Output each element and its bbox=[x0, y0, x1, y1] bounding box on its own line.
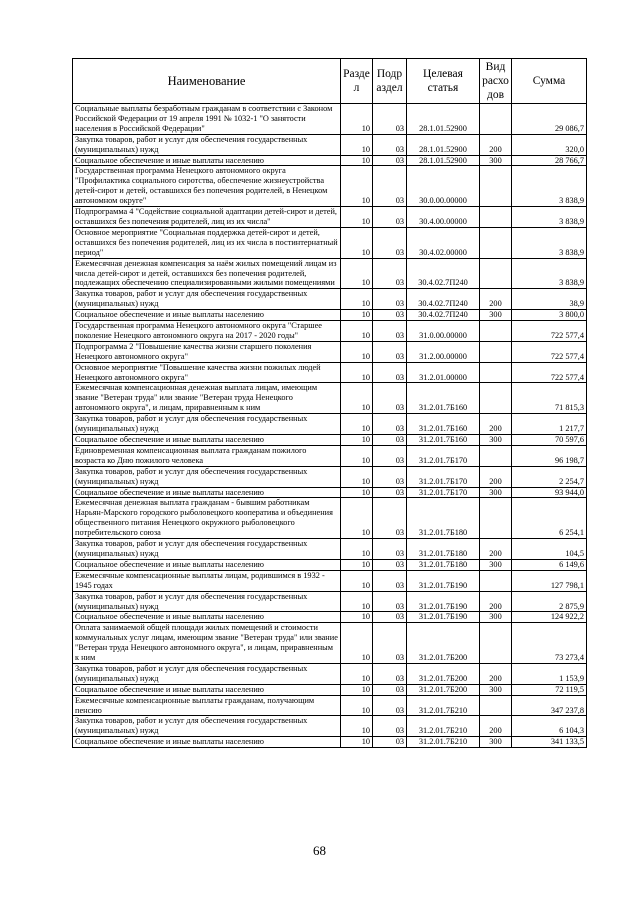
row-sum: 347 237,8 bbox=[512, 695, 587, 716]
row-vid: 200 bbox=[480, 466, 512, 487]
row-podrazdel: 03 bbox=[373, 623, 407, 664]
row-sum: 6 104,3 bbox=[512, 716, 587, 737]
row-podrazdel: 03 bbox=[373, 321, 407, 342]
row-vid: 300 bbox=[480, 310, 512, 321]
row-name: Закупка товаров, работ и услуг для обеспечения государственных (муниципальных) нужд bbox=[73, 289, 341, 310]
row-vid: 300 bbox=[480, 435, 512, 446]
table-row bbox=[73, 134, 587, 155]
row-name: Закупка товаров, работ и услуг для обеспечения государственных (муниципальных) нужд bbox=[73, 591, 341, 612]
row-razdel: 10 bbox=[341, 134, 373, 155]
table-row bbox=[73, 570, 587, 591]
row-vid: 200 bbox=[480, 716, 512, 737]
table-header bbox=[73, 59, 587, 104]
row-sum: 127 798,1 bbox=[512, 570, 587, 591]
row-podrazdel: 03 bbox=[373, 612, 407, 623]
row-vid bbox=[480, 207, 512, 228]
row-target: 28.1.01.52900 bbox=[407, 134, 480, 155]
row-name: Ежемесячная денежная выплата гражданам - бывшим работникам Нарьян-Марского городского рыболовецкого кооператива и объединения общественного питания Ненецкого окружного рыболовецкого потребительского союза bbox=[73, 498, 341, 539]
table-row bbox=[73, 227, 587, 258]
row-razdel: 10 bbox=[341, 695, 373, 716]
row-name: Социальные выплаты безработным гражданам в соответствии с Законом Российской Федерации от 19 апреля 1991 № 1032-1 "О занятости населения в Российской Федерации" bbox=[73, 104, 341, 135]
row-podrazdel: 03 bbox=[373, 435, 407, 446]
table-row bbox=[73, 487, 587, 498]
row-name: Ежемесячная компенсационная денежная выплата лицам, имеющим звание "Ветеран труда" или звание "Ветеран труда Ненецкого автономного округа", и лицам, приравненным к ним bbox=[73, 383, 341, 414]
row-sum: 3 838,9 bbox=[512, 227, 587, 258]
row-sum: 72 119,5 bbox=[512, 684, 587, 695]
row-target: 31.2.01.7Б200 bbox=[407, 684, 480, 695]
row-razdel: 10 bbox=[341, 466, 373, 487]
row-sum: 70 597,6 bbox=[512, 435, 587, 446]
row-podrazdel: 03 bbox=[373, 383, 407, 414]
row-vid bbox=[480, 258, 512, 289]
row-podrazdel: 03 bbox=[373, 570, 407, 591]
row-name: Социальное обеспечение и иные выплаты населению bbox=[73, 310, 341, 321]
header-sum: Сумма bbox=[512, 59, 587, 104]
row-sum: 3 800,0 bbox=[512, 310, 587, 321]
row-name: Основное мероприятие "Социальная поддержка детей-сирот и детей, оставшихся без попечения родителей, лиц из их числа в постинтернатный период" bbox=[73, 227, 341, 258]
row-podrazdel: 03 bbox=[373, 155, 407, 166]
row-sum: 38,9 bbox=[512, 289, 587, 310]
row-razdel: 10 bbox=[341, 155, 373, 166]
row-target: 31.2.01.7Б210 bbox=[407, 737, 480, 748]
table-row bbox=[73, 737, 587, 748]
row-vid: 200 bbox=[480, 663, 512, 684]
row-sum: 124 922,2 bbox=[512, 612, 587, 623]
row-target: 31.2.01.7Б190 bbox=[407, 570, 480, 591]
row-razdel: 10 bbox=[341, 445, 373, 466]
row-razdel: 10 bbox=[341, 383, 373, 414]
row-vid: 200 bbox=[480, 591, 512, 612]
row-name: Закупка товаров, работ и услуг для обеспечения государственных (муниципальных) нужд bbox=[73, 716, 341, 737]
table-row bbox=[73, 435, 587, 446]
row-name: Социальное обеспечение и иные выплаты населению bbox=[73, 684, 341, 695]
row-sum: 3 838,9 bbox=[512, 258, 587, 289]
row-razdel: 10 bbox=[341, 539, 373, 560]
row-vid: 300 bbox=[480, 487, 512, 498]
row-target: 31.2.01.7Б170 bbox=[407, 487, 480, 498]
row-name: Государственная программа Ненецкого автономного округа "Профилактика социального сиротства, обеспечение жизнеустройства детей-сирот и детей, оставшихся без попечения родителей, в Ненецком автономном округе" bbox=[73, 166, 341, 207]
row-target: 31.2.01.7Б180 bbox=[407, 539, 480, 560]
row-vid bbox=[480, 341, 512, 362]
row-podrazdel: 03 bbox=[373, 487, 407, 498]
row-target: 30.4.02.7П240 bbox=[407, 289, 480, 310]
row-sum: 1 217,7 bbox=[512, 414, 587, 435]
row-vid bbox=[480, 498, 512, 539]
page-number: 68 bbox=[313, 843, 326, 858]
row-razdel: 10 bbox=[341, 663, 373, 684]
row-target: 31.2.01.7Б200 bbox=[407, 663, 480, 684]
row-razdel: 10 bbox=[341, 487, 373, 498]
header-vid: Вид расхо дов bbox=[480, 59, 512, 104]
row-sum: 1 153,9 bbox=[512, 663, 587, 684]
row-name: Социальное обеспечение и иные выплаты населению bbox=[73, 155, 341, 166]
row-podrazdel: 03 bbox=[373, 227, 407, 258]
table-row bbox=[73, 258, 587, 289]
table-row bbox=[73, 414, 587, 435]
row-name: Государственная программа Ненецкого автономного округа "Старшее поколение Ненецкого автономного округа на 2017 - 2020 годы" bbox=[73, 321, 341, 342]
row-razdel: 10 bbox=[341, 341, 373, 362]
table-row bbox=[73, 362, 587, 383]
row-sum: 722 577,4 bbox=[512, 341, 587, 362]
row-podrazdel: 03 bbox=[373, 695, 407, 716]
row-vid: 300 bbox=[480, 612, 512, 623]
row-target: 31.2.01.7Б200 bbox=[407, 623, 480, 664]
row-sum: 341 133,5 bbox=[512, 737, 587, 748]
row-razdel: 10 bbox=[341, 289, 373, 310]
row-target: 31.2.01.7Б170 bbox=[407, 466, 480, 487]
row-razdel: 10 bbox=[341, 362, 373, 383]
row-name: Подпрограмма 2 "Повышение качества жизни старшего поколения Ненецкого автономного округа" bbox=[73, 341, 341, 362]
table-row bbox=[73, 498, 587, 539]
table-row bbox=[73, 663, 587, 684]
row-razdel: 10 bbox=[341, 559, 373, 570]
row-sum: 722 577,4 bbox=[512, 362, 587, 383]
table-row bbox=[73, 695, 587, 716]
row-sum: 6 254,1 bbox=[512, 498, 587, 539]
row-podrazdel: 03 bbox=[373, 663, 407, 684]
row-razdel: 10 bbox=[341, 623, 373, 664]
row-sum: 73 273,4 bbox=[512, 623, 587, 664]
row-podrazdel: 03 bbox=[373, 166, 407, 207]
row-sum: 722 577,4 bbox=[512, 321, 587, 342]
row-name: Ежемесячные компенсационные выплаты лицам, родившимся в 1932 - 1945 годах bbox=[73, 570, 341, 591]
row-name: Социальное обеспечение и иные выплаты населению bbox=[73, 612, 341, 623]
header-name: Наименование bbox=[73, 59, 341, 104]
row-vid: 300 bbox=[480, 155, 512, 166]
row-target: 31.2.01.7Б210 bbox=[407, 695, 480, 716]
table-row bbox=[73, 591, 587, 612]
row-name: Социальное обеспечение и иные выплаты населению bbox=[73, 737, 341, 748]
row-podrazdel: 03 bbox=[373, 716, 407, 737]
row-name: Ежемесячные компенсационные выплаты гражданам, получающим пенсию bbox=[73, 695, 341, 716]
header-razdel: Разде л bbox=[341, 59, 373, 104]
row-vid bbox=[480, 321, 512, 342]
row-razdel: 10 bbox=[341, 104, 373, 135]
row-target: 30.4.02.00000 bbox=[407, 227, 480, 258]
row-name: Единовременная компенсационная выплата гражданам пожилого возраста ко Дню пожилого человека bbox=[73, 445, 341, 466]
row-name: Закупка товаров, работ и услуг для обеспечения государственных (муниципальных) нужд bbox=[73, 539, 341, 560]
row-razdel: 10 bbox=[341, 414, 373, 435]
table-body bbox=[73, 104, 587, 748]
row-target: 31.2.01.7Б180 bbox=[407, 559, 480, 570]
row-vid: 200 bbox=[480, 134, 512, 155]
table-row bbox=[73, 289, 587, 310]
row-target: 30.0.00.00000 bbox=[407, 166, 480, 207]
row-target: 30.4.02.7П240 bbox=[407, 258, 480, 289]
row-vid bbox=[480, 695, 512, 716]
row-podrazdel: 03 bbox=[373, 466, 407, 487]
row-vid: 200 bbox=[480, 289, 512, 310]
row-target: 31.2.01.7Б160 bbox=[407, 435, 480, 446]
row-target: 31.2.01.7Б170 bbox=[407, 445, 480, 466]
row-podrazdel: 03 bbox=[373, 591, 407, 612]
table-row bbox=[73, 716, 587, 737]
header-row bbox=[73, 59, 587, 104]
row-podrazdel: 03 bbox=[373, 258, 407, 289]
row-razdel: 10 bbox=[341, 227, 373, 258]
row-target: 30.4.02.7П240 bbox=[407, 310, 480, 321]
row-razdel: 10 bbox=[341, 166, 373, 207]
row-podrazdel: 03 bbox=[373, 684, 407, 695]
table-row bbox=[73, 310, 587, 321]
row-razdel: 10 bbox=[341, 207, 373, 228]
row-vid bbox=[480, 166, 512, 207]
table-row bbox=[73, 321, 587, 342]
row-razdel: 10 bbox=[341, 591, 373, 612]
table-row bbox=[73, 684, 587, 695]
row-name: Закупка товаров, работ и услуг для обеспечения государственных (муниципальных) нужд bbox=[73, 414, 341, 435]
row-name: Ежемесячная денежная компенсация за наём жилых помещений лицам из числа детей-сирот и детей, оставшихся без попечения родителей, подлежащих обеспечению специализированными жилыми помещениями bbox=[73, 258, 341, 289]
row-sum: 3 838,9 bbox=[512, 166, 587, 207]
row-target: 31.2.01.7Б160 bbox=[407, 414, 480, 435]
row-podrazdel: 03 bbox=[373, 498, 407, 539]
table-row bbox=[73, 207, 587, 228]
row-razdel: 10 bbox=[341, 321, 373, 342]
row-target: 28.1.01.52900 bbox=[407, 155, 480, 166]
row-name: Оплата занимаемой общей площади жилых помещений и стоимости коммунальных услуг лицам, имеющим звание "Ветеран труда" или звание "Ветеран труда Ненецкого автономного округа", и лицам, приравненным к ним bbox=[73, 623, 341, 664]
table-row bbox=[73, 383, 587, 414]
row-vid bbox=[480, 445, 512, 466]
row-razdel: 10 bbox=[341, 258, 373, 289]
row-podrazdel: 03 bbox=[373, 737, 407, 748]
row-vid bbox=[480, 362, 512, 383]
row-vid: 200 bbox=[480, 539, 512, 560]
row-sum: 93 944,0 bbox=[512, 487, 587, 498]
row-target: 28.1.01.52900 bbox=[407, 104, 480, 135]
row-sum: 2 254,7 bbox=[512, 466, 587, 487]
row-vid bbox=[480, 104, 512, 135]
row-vid: 200 bbox=[480, 414, 512, 435]
row-sum: 96 198,7 bbox=[512, 445, 587, 466]
row-vid: 300 bbox=[480, 684, 512, 695]
row-podrazdel: 03 bbox=[373, 289, 407, 310]
row-vid bbox=[480, 570, 512, 591]
row-razdel: 10 bbox=[341, 310, 373, 321]
row-vid bbox=[480, 227, 512, 258]
row-vid bbox=[480, 383, 512, 414]
table-row bbox=[73, 539, 587, 560]
header-podrazdel: Подр аздел bbox=[373, 59, 407, 104]
row-target: 31.2.01.7Б160 bbox=[407, 383, 480, 414]
row-podrazdel: 03 bbox=[373, 445, 407, 466]
row-name: Закупка товаров, работ и услуг для обеспечения государственных (муниципальных) нужд bbox=[73, 134, 341, 155]
row-sum: 6 149,6 bbox=[512, 559, 587, 570]
row-sum: 104,5 bbox=[512, 539, 587, 560]
row-name: Основное мероприятие "Повышение качества жизни пожилых людей Ненецкого автономного округа" bbox=[73, 362, 341, 383]
row-sum: 28 766,7 bbox=[512, 155, 587, 166]
row-name: Закупка товаров, работ и услуг для обеспечения государственных (муниципальных) нужд bbox=[73, 663, 341, 684]
row-podrazdel: 03 bbox=[373, 341, 407, 362]
row-target: 31.2.01.7Б190 bbox=[407, 591, 480, 612]
row-razdel: 10 bbox=[341, 570, 373, 591]
row-sum: 71 815,3 bbox=[512, 383, 587, 414]
table-row bbox=[73, 155, 587, 166]
table-row bbox=[73, 559, 587, 570]
row-name: Закупка товаров, работ и услуг для обеспечения государственных (муниципальных) нужд bbox=[73, 466, 341, 487]
row-razdel: 10 bbox=[341, 737, 373, 748]
row-name: Социальное обеспечение и иные выплаты населению bbox=[73, 559, 341, 570]
row-podrazdel: 03 bbox=[373, 559, 407, 570]
row-target: 31.2.01.00000 bbox=[407, 362, 480, 383]
row-target: 31.2.00.00000 bbox=[407, 341, 480, 362]
row-podrazdel: 03 bbox=[373, 414, 407, 435]
row-target: 31.2.01.7Б190 bbox=[407, 612, 480, 623]
header-target: Целевая статья bbox=[407, 59, 480, 104]
budget-table bbox=[72, 58, 587, 748]
row-razdel: 10 bbox=[341, 612, 373, 623]
table-row bbox=[73, 612, 587, 623]
row-razdel: 10 bbox=[341, 684, 373, 695]
row-sum: 320,0 bbox=[512, 134, 587, 155]
row-podrazdel: 03 bbox=[373, 362, 407, 383]
row-podrazdel: 03 bbox=[373, 539, 407, 560]
row-name: Социальное обеспечение и иные выплаты населению bbox=[73, 487, 341, 498]
row-name: Подпрограмма 4 "Содействие социальной адаптации детей-сирот и детей, оставшихся без попечения родителей, лиц из их числа" bbox=[73, 207, 341, 228]
table-row bbox=[73, 623, 587, 664]
row-sum: 3 838,9 bbox=[512, 207, 587, 228]
row-podrazdel: 03 bbox=[373, 134, 407, 155]
row-vid: 300 bbox=[480, 559, 512, 570]
row-target: 30.4.00.00000 bbox=[407, 207, 480, 228]
row-sum: 29 086,7 bbox=[512, 104, 587, 135]
table-row bbox=[73, 445, 587, 466]
table-row bbox=[73, 341, 587, 362]
row-name: Социальное обеспечение и иные выплаты населению bbox=[73, 435, 341, 446]
row-vid bbox=[480, 623, 512, 664]
row-razdel: 10 bbox=[341, 716, 373, 737]
row-razdel: 10 bbox=[341, 498, 373, 539]
row-target: 31.2.01.7Б210 bbox=[407, 716, 480, 737]
row-target: 31.2.01.7Б180 bbox=[407, 498, 480, 539]
table-row bbox=[73, 166, 587, 207]
row-podrazdel: 03 bbox=[373, 104, 407, 135]
row-podrazdel: 03 bbox=[373, 310, 407, 321]
row-razdel: 10 bbox=[341, 435, 373, 446]
row-target: 31.0.00.00000 bbox=[407, 321, 480, 342]
table-row bbox=[73, 104, 587, 135]
row-vid: 300 bbox=[480, 737, 512, 748]
row-podrazdel: 03 bbox=[373, 207, 407, 228]
table-row bbox=[73, 466, 587, 487]
row-sum: 2 875,9 bbox=[512, 591, 587, 612]
